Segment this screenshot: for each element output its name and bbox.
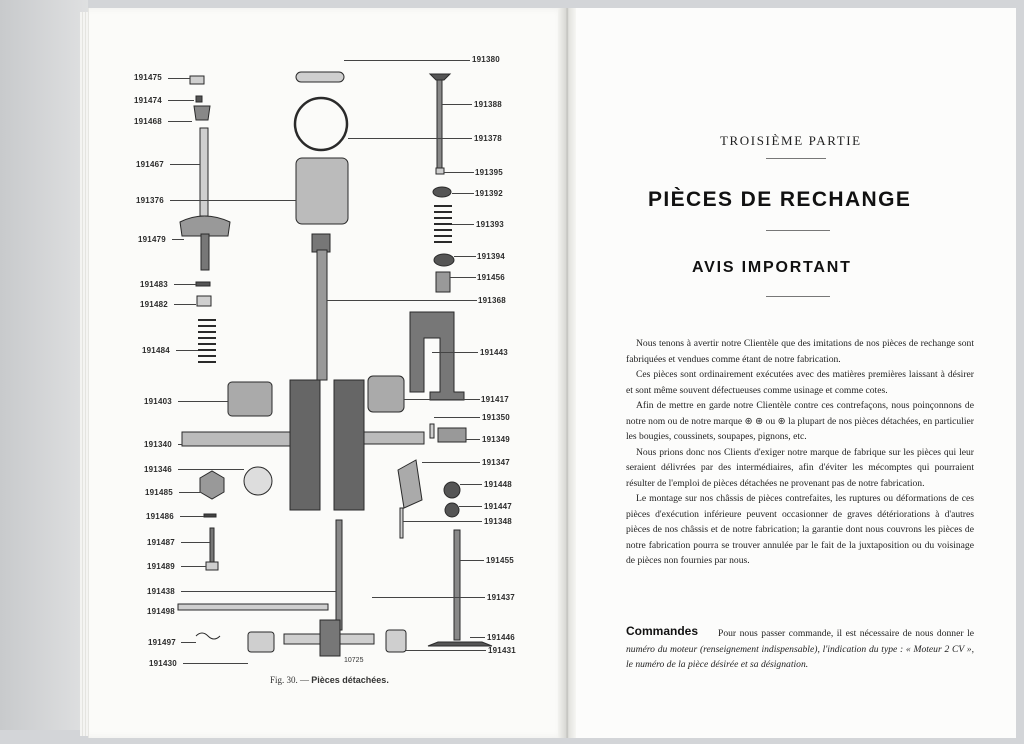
part-label: 191417 [481,395,509,404]
part-191347-shape [398,460,422,508]
leader-line [172,239,184,240]
part-label: 191497 [148,638,176,647]
drawing-sub-number: 10725 [344,657,364,664]
leader-line [168,78,190,79]
leader-line [434,417,480,418]
section-subtitle: AVIS IMPORTANT [692,259,852,276]
leader-line [452,193,474,194]
part-191393-shape [434,206,452,242]
leader-line [450,277,476,278]
leader-line [406,650,486,651]
part-label: 191483 [140,280,168,289]
part-label: 191392 [475,189,503,198]
part-label: 191446 [487,633,515,642]
part-191403-shape [228,382,272,416]
part-label: 191437 [487,593,515,602]
part-label: 191349 [482,435,510,444]
figure-caption [270,675,389,685]
part-label: 191388 [474,100,502,109]
part-label: 191438 [147,587,175,596]
part-label: 191395 [475,168,503,177]
part-191376-piston-shape [296,158,348,224]
part-191467-shape [200,128,208,216]
part-label: 191447 [484,502,512,511]
leader-line [176,350,198,351]
figure-caption-title: Pièces détachées. [311,675,389,685]
notice-body [626,336,974,569]
notice-paragraph: Nous prions donc nos Clients d'exiger notre marque de fabrique sur les pièces qui leur seraient délivrées par des intermédiaires, afin d'éviter les mécomptes qui pourraient résulter de l'emploi de pièces détachées ne provenant pas de notre fabrication. [626,446,974,489]
part-191346-shape [244,467,272,495]
leader-line [174,304,196,305]
part-label: 191484 [142,346,170,355]
leader-line [168,121,192,122]
leader-line [178,469,244,470]
leader-line [470,637,485,638]
leader-line [452,224,474,225]
leader-line [179,492,200,493]
part-191392-shape [433,187,451,197]
page-title: PIÈCES DE RECHANGE [648,188,912,211]
leader-line [442,104,472,105]
leader-line [327,300,477,301]
leader-line [181,542,210,543]
notice-paragraph: Le montage sur nos châssis de pièces contrefaites, les ruptures ou déformations de ces pièces d'exécution inférieure peuvent occasionner de graves détériorations à d'autres pièces de nos châssis et de notre fabrication; la garantie dont nous couvrons les pièces de notre fabrication pourra se trouver annulée par le fait de la juxtaposition ou du voisinage de pièces non fournies par nous. [626,493,974,566]
part-label: 191474 [134,96,162,105]
leader-line [174,284,196,285]
leader-line [372,597,485,598]
part-label: 191368 [478,296,506,305]
part-label: 191380 [472,55,500,64]
part-label: 191485 [145,488,173,497]
part-label: 191475 [134,73,162,82]
leader-line [168,100,194,101]
part-label: 191479 [138,235,166,244]
part-191349-shape [438,428,466,442]
figure-caption-prefix: Fig. 30. — [270,675,310,685]
part-191448-shape [444,482,460,498]
leader-line [444,172,474,173]
part-label: 191393 [476,220,504,229]
part-label: 191403 [144,397,172,406]
leader-line [181,591,336,592]
leader-line [404,399,480,400]
leader-line [170,200,296,201]
divider-rule [766,296,830,297]
part-191498-shape [178,604,328,610]
part-label: 191340 [144,440,172,449]
leader-line [432,352,478,353]
part-191394-shape [434,254,454,266]
leader-line [181,642,196,643]
part-label: 191448 [484,480,512,489]
leader-line [181,566,206,567]
divider-rule [766,158,826,159]
part-191378-shape [295,98,347,150]
notice-paragraph: Afin de mettre en garde notre Clientèle contre ces contrefaçons, nous poinçonnons de notre nom ou de notre marque ⊛ ⊛ ou ⊛ la plupart de nos pièces détachées, en particulier les bougies, coussinets, soupapes, pignons, etc. [626,400,974,442]
part-191431-shape [386,630,406,652]
leader-line [460,560,484,561]
part-label: 191394 [477,252,505,261]
part-label: 191350 [482,413,510,422]
part-191350-shape [430,424,434,438]
part-191443-shape [410,312,464,400]
part-191474-shape [196,96,202,102]
part-191368-shape [317,250,327,380]
part-191438-shape [336,520,342,630]
commandes-italic-2: l'indication du type : « Moteur 2 CV », le numéro de la pièce désirée et sa désignation. [626,643,975,670]
leader-line [466,439,480,440]
leader-line [454,256,476,257]
part-191417-shape [368,376,404,412]
part-label: 191378 [474,134,502,143]
part-label: 191376 [136,196,164,205]
part-191485-shape [200,471,224,499]
leader-line [170,164,200,165]
part-label: 191455 [486,556,514,565]
notice-paragraph: Nous tenons à avertir notre Clientèle que des imitations de nos pièces de rechange sont fabriquées et vendues comme étant de notre fabrication. [626,338,974,365]
part-label: 191489 [147,562,175,571]
part-191484-shape [198,320,216,362]
commandes-text-1: Pour nous passer commande, il est nécessaire de nous donner le [718,628,974,639]
leader-line [178,444,182,445]
commandes-heading: Commandes [626,624,699,638]
part-label: 191498 [147,607,175,616]
part-label: 191486 [146,512,174,521]
part-191482-shape [197,296,211,306]
leader-line [460,484,482,485]
part-label: 191346 [144,465,172,474]
part-191447-shape [445,503,459,517]
part-191340-shape [182,432,292,446]
part-heading: TROISIÈME PARTIE [720,133,862,148]
part-label: 191431 [488,646,516,655]
part-label: 191456 [477,273,505,282]
part-label: 191347 [482,458,510,467]
leader-line [344,60,470,61]
part-label: 191443 [480,348,508,357]
part-191489-shape [206,562,218,570]
leader-line [180,516,204,517]
part-191475-shape [190,76,204,84]
part-191430-shape [248,632,274,652]
part-191486-shape [204,514,216,517]
divider-rule [766,230,830,231]
part-label: 191468 [134,117,162,126]
leader-line [183,663,248,664]
part-191456-shape [436,272,450,292]
notice-paragraph: Ces pièces sont ordinairement exécutées avec des matières premières laissant à désirer et sont même souvent défectueuses comme usinage et comme cotes. [626,369,974,396]
leader-line [403,521,482,522]
leader-line [459,506,482,507]
part-label: 191348 [484,517,512,526]
commandes-text-2: , [817,643,823,655]
part-191497-shape [196,633,220,639]
part-label: 191482 [140,300,168,309]
part-191348-shape [400,508,403,538]
part-191483-shape [196,282,210,286]
part-191388-shape [437,78,442,170]
part-label: 191430 [149,659,177,668]
commandes-italic-1: numéro du moteur (renseignement indispensable) [626,643,818,655]
part-label: 191467 [136,160,164,169]
part-191380-shape [296,72,344,82]
part-191446-shape [428,642,492,646]
part-191395-shape [436,168,444,174]
leader-line [422,462,480,463]
part-191455-shape [454,530,460,640]
part-191468-shape [194,106,210,120]
part-191479-shape [180,216,230,236]
leader-line [178,401,228,402]
leader-line [348,138,472,139]
part-label: 191487 [147,538,175,547]
